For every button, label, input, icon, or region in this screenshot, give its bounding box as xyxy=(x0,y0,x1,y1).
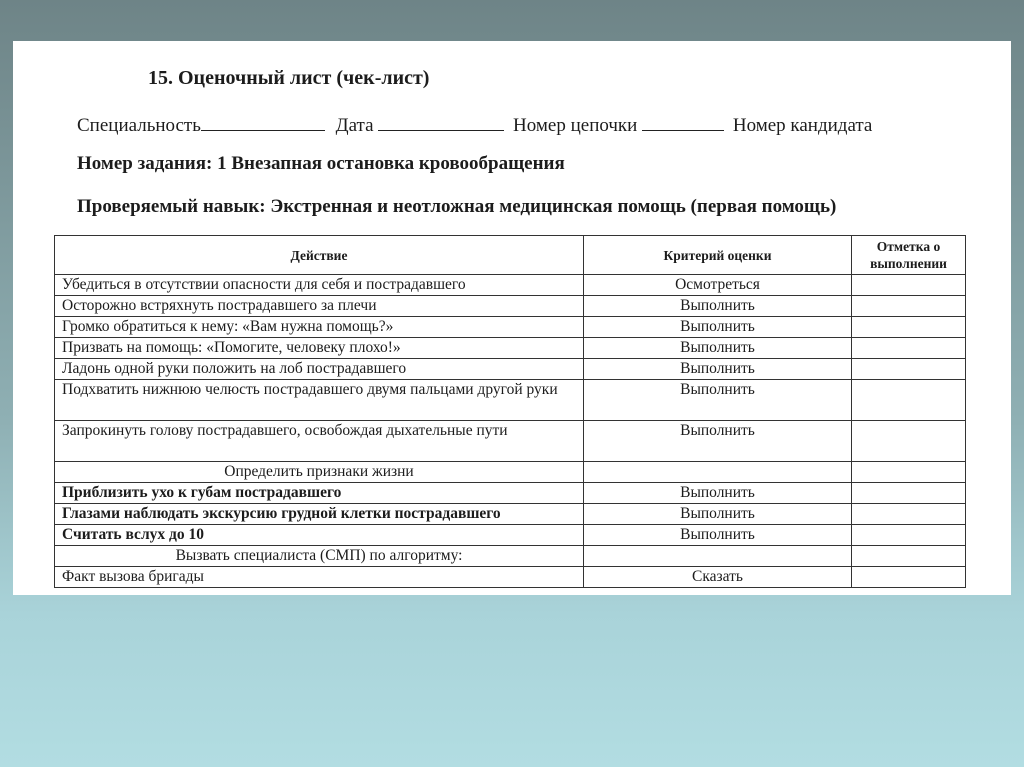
row-mark-cell[interactable] xyxy=(852,421,966,462)
date-label: Дата xyxy=(335,115,374,136)
candidate-number-label: Номер кандидата xyxy=(732,115,873,136)
row-mark-cell[interactable] xyxy=(852,504,966,525)
table-row xyxy=(55,317,966,338)
section-label: Определить признаки жизни xyxy=(55,462,584,483)
header-action: Действие xyxy=(55,236,584,275)
row-mark-cell[interactable] xyxy=(852,359,966,380)
row-criterion: Выполнить xyxy=(584,504,852,525)
table-row xyxy=(55,525,966,546)
chain-number-blank[interactable] xyxy=(642,114,724,131)
row-mark-cell[interactable] xyxy=(852,275,966,296)
row-mark-cell[interactable] xyxy=(852,317,966,338)
header-mark: Отметка о выполнении xyxy=(852,236,966,275)
table-row xyxy=(55,359,966,380)
table-row xyxy=(55,296,966,317)
table-row xyxy=(55,567,966,588)
row-criterion: Сказать xyxy=(584,567,852,588)
section-label: Вызвать специалиста (СМП) по алгоритму: xyxy=(55,546,584,567)
table-row xyxy=(55,483,966,504)
row-action: Приблизить ухо к губам пострадавшего xyxy=(55,483,584,504)
header-fields xyxy=(77,114,872,137)
specialty-blank[interactable] xyxy=(201,114,325,131)
row-action: Подхватить нижнюю челюсть пострадавшего двумя пальцами другой руки xyxy=(55,380,584,421)
row-action: Ладонь одной руки положить на лоб пострадавшего xyxy=(55,359,584,380)
row-criterion: Осмотреться xyxy=(584,275,852,296)
table-row-section xyxy=(55,462,966,483)
row-mark-cell[interactable] xyxy=(852,296,966,317)
row-criterion: Выполнить xyxy=(584,359,852,380)
row-action: Глазами наблюдать экскурсию грудной клетки пострадавшего xyxy=(55,504,584,525)
row-action: Считать вслух до 10 xyxy=(55,525,584,546)
row-criterion: Выполнить xyxy=(584,525,852,546)
row-criterion: Выполнить xyxy=(584,421,852,462)
row-mark-cell[interactable] xyxy=(852,483,966,504)
row-action: Запрокинуть голову пострадавшего, освобождая дыхательные пути xyxy=(55,421,584,462)
header-criterion: Критерий оценки xyxy=(584,236,852,275)
table-row xyxy=(55,275,966,296)
table-row xyxy=(55,421,966,462)
row-action: Призвать на помощь: «Помогите, человеку плохо!» xyxy=(55,338,584,359)
task-number: Номер задания: 1 Внезапная остановка кровообращения xyxy=(77,153,565,174)
specialty-label: Специальность xyxy=(77,115,201,136)
skill-checked: Проверяемый навык: Экстренная и неотложная медицинская помощь (первая помощь) xyxy=(77,196,837,217)
row-mark-cell[interactable] xyxy=(852,338,966,359)
row-mark-cell[interactable] xyxy=(852,567,966,588)
row-criterion: Выполнить xyxy=(584,380,852,421)
row-criterion: Выполнить xyxy=(584,338,852,359)
checklist-sheet xyxy=(13,41,1011,595)
row-criterion xyxy=(584,462,852,483)
row-mark-cell[interactable] xyxy=(852,525,966,546)
row-mark-cell[interactable] xyxy=(852,380,966,421)
table-row-section xyxy=(55,546,966,567)
row-mark-cell[interactable] xyxy=(852,546,966,567)
table-row xyxy=(55,380,966,421)
table-header-row xyxy=(55,236,966,275)
row-action: Осторожно встряхнуть пострадавшего за плечи xyxy=(55,296,584,317)
row-action: Громко обратиться к нему: «Вам нужна помощь?» xyxy=(55,317,584,338)
page-title: 15. Оценочный лист (чек-лист) xyxy=(148,67,430,89)
row-criterion xyxy=(584,546,852,567)
row-action: Убедиться в отсутствии опасности для себя и пострадавшего xyxy=(55,275,584,296)
checklist-table xyxy=(54,235,966,588)
row-criterion: Выполнить xyxy=(584,317,852,338)
table-row xyxy=(55,338,966,359)
chain-number-label: Номер цепочки xyxy=(513,115,638,136)
row-mark-cell[interactable] xyxy=(852,462,966,483)
row-action: Факт вызова бригады xyxy=(55,567,584,588)
date-blank[interactable] xyxy=(378,114,504,131)
row-criterion: Выполнить xyxy=(584,296,852,317)
table-row xyxy=(55,504,966,525)
row-criterion: Выполнить xyxy=(584,483,852,504)
